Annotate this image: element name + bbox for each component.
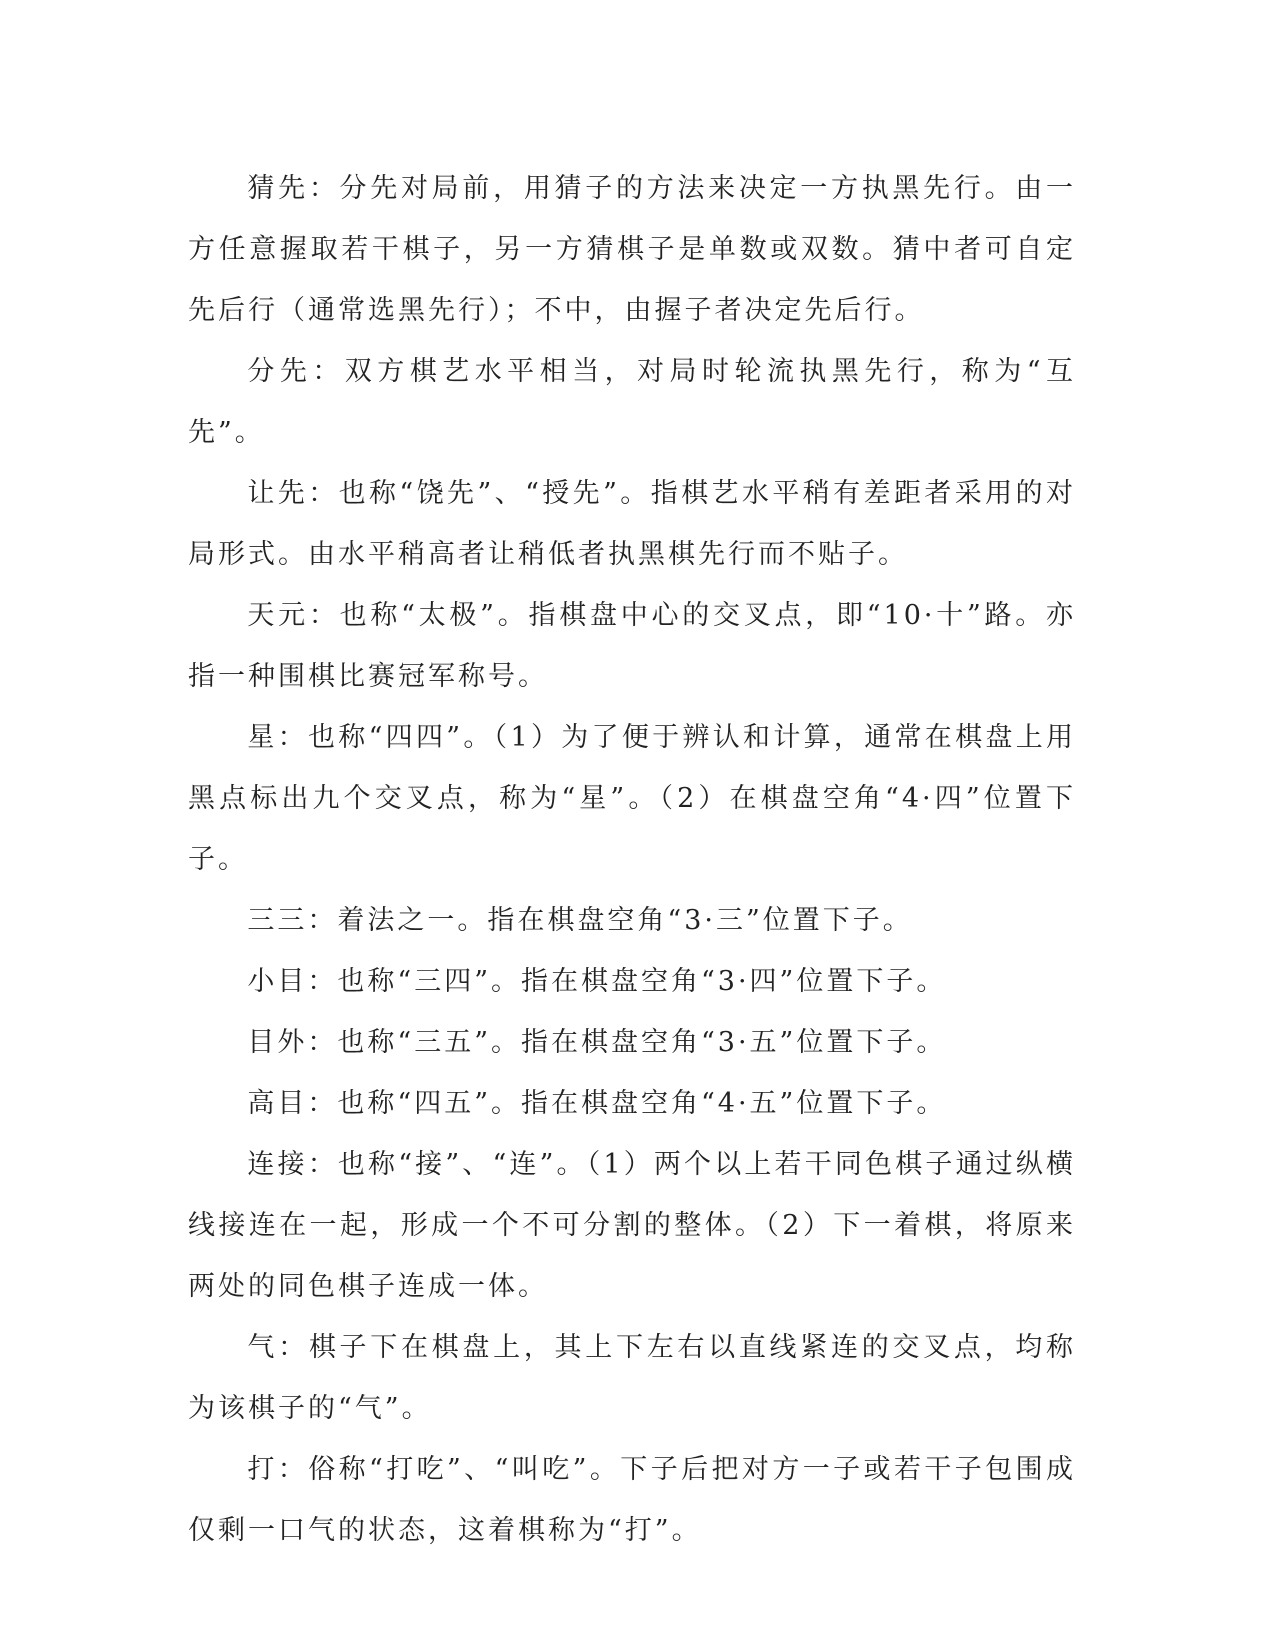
paragraph-tian-yuan: 天元：也称“太极”。指棋盘中心的交叉点，即“10·十”路。亦指一种围棋比赛冠军称号。 <box>188 600 1076 692</box>
paragraph-lian-jie: 连接：也称“接”、“连”。（1）两个以上若干同色棋子通过纵横线接连在一起，形成一个不可分割的整体。（2）下一着棋，将原来两处的同色棋子连成一体。 <box>188 1149 1076 1302</box>
paragraph-gao-mu: 高目：也称“四五”。指在棋盘空角“4·五”位置下子。 <box>247 1088 947 1119</box>
paragraph-rang-xian: 让先：也称“饶先”、“授先”。指棋艺水平稍有差距者采用的对局形式。由水平稍高者让稍低者执黑棋先行而不贴子。 <box>188 478 1076 570</box>
paragraph-san-san: 三三：着法之一。指在棋盘空角“3·三”位置下子。 <box>247 905 913 936</box>
paragraph-xing: 星：也称“四四”。（1）为了便于辨认和计算，通常在棋盘上用黑点标出九个交叉点，称为“星”。（2）在棋盘空角“4·四”位置下子。 <box>188 722 1076 875</box>
paragraph-qi: 气：棋子下在棋盘上，其上下左右以直线紧连的交叉点，均称为该棋子的“气”。 <box>188 1332 1076 1424</box>
document-body <box>188 158 1076 1561</box>
paragraph-da: 打：俗称“打吃”、“叫吃”。下子后把对方一子或若干子包围成仅剩一口气的状态，这着棋称为“打”。 <box>188 1454 1076 1546</box>
paragraph-mu-wai: 目外：也称“三五”。指在棋盘空角“3·五”位置下子。 <box>247 1027 947 1058</box>
paragraph-xiao-mu: 小目：也称“三四”。指在棋盘空角“3·四”位置下子。 <box>247 966 947 997</box>
paragraph-fen-xian: 分先：双方棋艺水平相当，对局时轮流执黑先行，称为“互先”。 <box>188 356 1076 448</box>
paragraph-cai-xian: 猜先：分先对局前，用猜子的方法来决定一方执黑先行。由一方任意握取若干棋子，另一方猜棋子是单数或双数。猜中者可自定先后行（通常选黑先行）；不中，由握子者决定先后行。 <box>188 173 1076 326</box>
